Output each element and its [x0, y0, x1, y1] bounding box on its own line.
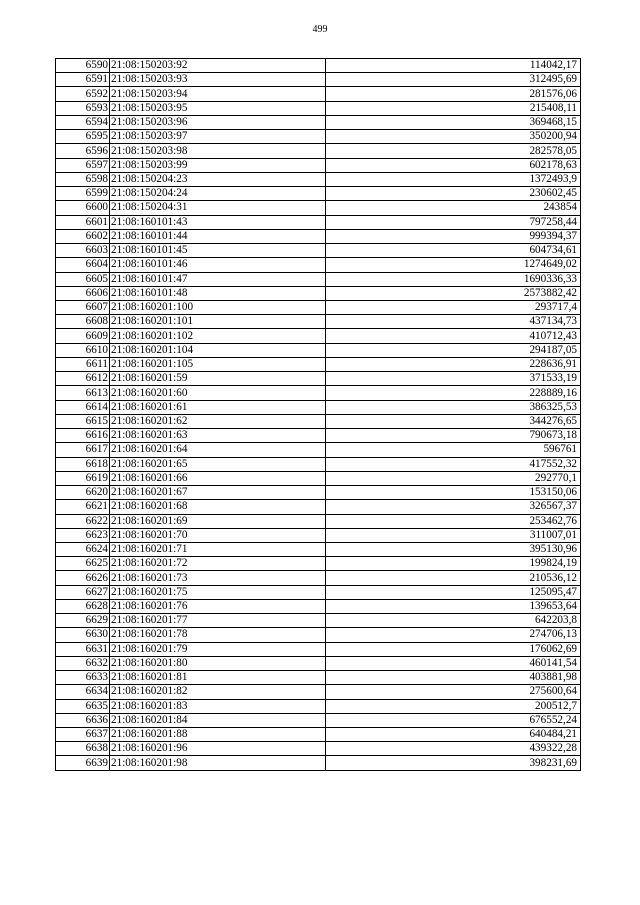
- value-cell: 282578,05: [326, 144, 581, 158]
- table-row: [56, 599, 581, 613]
- cadastral-number-cell: 21:08:160201:69: [110, 514, 326, 528]
- cadastral-number-cell: 21:08:150203:97: [110, 130, 326, 144]
- table-row: [56, 101, 581, 115]
- value-cell: 369468,15: [326, 115, 581, 129]
- cadastral-number-cell: 21:08:160201:96: [110, 742, 326, 756]
- table-row: [56, 514, 581, 528]
- cadastral-number-cell: 21:08:160201:102: [110, 329, 326, 343]
- cadastral-number-cell: 21:08:150203:98: [110, 144, 326, 158]
- value-cell: 200512,7: [326, 699, 581, 713]
- cadastral-number-cell: 21:08:160201:72: [110, 557, 326, 571]
- table-row: [56, 471, 581, 485]
- cadastral-number-cell: 21:08:150203:92: [110, 59, 326, 73]
- cadastral-number-cell: 21:08:150203:93: [110, 73, 326, 87]
- row-number-cell: 6611: [56, 357, 110, 371]
- value-cell: 1690336,33: [326, 272, 581, 286]
- row-number-cell: 6595: [56, 130, 110, 144]
- cadastral-number-cell: 21:08:160201:80: [110, 656, 326, 670]
- row-number-cell: 6627: [56, 585, 110, 599]
- row-number-cell: 6622: [56, 514, 110, 528]
- value-cell: 797258,44: [326, 215, 581, 229]
- cadastral-number-cell: 21:08:150203:95: [110, 101, 326, 115]
- value-cell: 398231,69: [326, 756, 581, 770]
- table-row: [56, 201, 581, 215]
- value-cell: 228636,91: [326, 357, 581, 371]
- cadastral-number-cell: 21:08:160201:98: [110, 756, 326, 770]
- table-row: [56, 343, 581, 357]
- table-row: [56, 671, 581, 685]
- table-row: [56, 244, 581, 258]
- value-cell: 344276,65: [326, 414, 581, 428]
- value-cell: 642203,8: [326, 614, 581, 628]
- table-row: [56, 457, 581, 471]
- value-cell: 311007,01: [326, 528, 581, 542]
- row-number-cell: 6597: [56, 158, 110, 172]
- table-row: [56, 300, 581, 314]
- table-row: [56, 414, 581, 428]
- value-cell: 243854: [326, 201, 581, 215]
- cadastral-number-cell: 21:08:160201:63: [110, 429, 326, 443]
- table-row: [56, 713, 581, 727]
- row-number-cell: 6594: [56, 115, 110, 129]
- row-number-cell: 6609: [56, 329, 110, 343]
- row-number-cell: 6621: [56, 500, 110, 514]
- cadastral-number-cell: 21:08:150204:23: [110, 172, 326, 186]
- value-cell: 395130,96: [326, 542, 581, 556]
- row-number-cell: 6598: [56, 172, 110, 186]
- row-number-cell: 6605: [56, 272, 110, 286]
- cadastral-number-cell: 21:08:150203:99: [110, 158, 326, 172]
- row-number-cell: 6625: [56, 557, 110, 571]
- value-cell: 386325,53: [326, 400, 581, 414]
- cadastral-number-cell: 21:08:150203:96: [110, 115, 326, 129]
- row-number-cell: 6629: [56, 614, 110, 628]
- value-cell: 176062,69: [326, 642, 581, 656]
- row-number-cell: 6620: [56, 486, 110, 500]
- value-cell: 2573882,42: [326, 286, 581, 300]
- value-cell: 228889,16: [326, 386, 581, 400]
- cadastral-number-cell: 21:08:160101:45: [110, 244, 326, 258]
- row-number-cell: 6636: [56, 713, 110, 727]
- row-number-cell: 6615: [56, 414, 110, 428]
- value-cell: 350200,94: [326, 130, 581, 144]
- value-cell: 326567,37: [326, 500, 581, 514]
- row-number-cell: 6606: [56, 286, 110, 300]
- table-row: [56, 286, 581, 300]
- cadastral-number-cell: 21:08:160101:47: [110, 272, 326, 286]
- value-cell: 640484,21: [326, 728, 581, 742]
- value-cell: 125095,47: [326, 585, 581, 599]
- value-cell: 292770,1: [326, 471, 581, 485]
- table-row: [56, 400, 581, 414]
- row-number-cell: 6599: [56, 187, 110, 201]
- value-cell: 275600,64: [326, 685, 581, 699]
- table-row: [56, 542, 581, 556]
- table-row: [56, 728, 581, 742]
- value-cell: 371533,19: [326, 372, 581, 386]
- table-row: [56, 372, 581, 386]
- cadastral-number-cell: 21:08:160101:44: [110, 229, 326, 243]
- table-row: [56, 144, 581, 158]
- cadastral-number-cell: 21:08:160101:48: [110, 286, 326, 300]
- value-cell: 274706,13: [326, 628, 581, 642]
- value-cell: 417552,32: [326, 457, 581, 471]
- value-cell: 596761: [326, 443, 581, 457]
- value-cell: 403881,98: [326, 671, 581, 685]
- cadastral-number-cell: 21:08:160201:104: [110, 343, 326, 357]
- value-cell: 437134,73: [326, 315, 581, 329]
- table-row: [56, 486, 581, 500]
- cadastral-number-cell: 21:08:160201:73: [110, 571, 326, 585]
- table-row: [56, 59, 581, 73]
- value-cell: 253462,76: [326, 514, 581, 528]
- value-cell: 153150,06: [326, 486, 581, 500]
- table-row: [56, 429, 581, 443]
- row-number-cell: 6617: [56, 443, 110, 457]
- value-cell: 1274649,02: [326, 258, 581, 272]
- row-number-cell: 6600: [56, 201, 110, 215]
- cadastral-number-cell: 21:08:160201:84: [110, 713, 326, 727]
- cadastral-number-cell: 21:08:160201:64: [110, 443, 326, 457]
- cadastral-number-cell: 21:08:160101:46: [110, 258, 326, 272]
- row-number-cell: 6596: [56, 144, 110, 158]
- table-row: [56, 215, 581, 229]
- cadastral-number-cell: 21:08:160201:61: [110, 400, 326, 414]
- value-cell: 676552,24: [326, 713, 581, 727]
- row-number-cell: 6607: [56, 300, 110, 314]
- table-row: [56, 87, 581, 101]
- value-cell: 230602,45: [326, 187, 581, 201]
- cadastral-number-cell: 21:08:160201:82: [110, 685, 326, 699]
- value-cell: 439322,28: [326, 742, 581, 756]
- page-number: 499: [312, 24, 328, 35]
- table-row: [56, 571, 581, 585]
- table-row: [56, 557, 581, 571]
- cadastral-number-cell: 21:08:160201:101: [110, 315, 326, 329]
- cadastral-number-cell: 21:08:160201:65: [110, 457, 326, 471]
- value-cell: 293717,4: [326, 300, 581, 314]
- row-number-cell: 6619: [56, 471, 110, 485]
- row-number-cell: 6593: [56, 101, 110, 115]
- table-row: [56, 229, 581, 243]
- cadastral-number-cell: 21:08:160201:60: [110, 386, 326, 400]
- row-number-cell: 6631: [56, 642, 110, 656]
- row-number-cell: 6637: [56, 728, 110, 742]
- table-row: [56, 642, 581, 656]
- value-cell: 114042,17: [326, 59, 581, 73]
- row-number-cell: 6635: [56, 699, 110, 713]
- cadastral-number-cell: 21:08:160201:59: [110, 372, 326, 386]
- table-row: [56, 528, 581, 542]
- row-number-cell: 6601: [56, 215, 110, 229]
- table-row: [56, 614, 581, 628]
- row-number-cell: 6603: [56, 244, 110, 258]
- value-cell: 139653,64: [326, 599, 581, 613]
- table-row: [56, 187, 581, 201]
- row-number-cell: 6613: [56, 386, 110, 400]
- row-number-cell: 6610: [56, 343, 110, 357]
- row-number-cell: 6602: [56, 229, 110, 243]
- row-number-cell: 6616: [56, 429, 110, 443]
- row-number-cell: 6590: [56, 59, 110, 73]
- row-number-cell: 6614: [56, 400, 110, 414]
- cadastral-number-cell: 21:08:160201:78: [110, 628, 326, 642]
- value-cell: 281576,06: [326, 87, 581, 101]
- table-row: [56, 158, 581, 172]
- table-row: [56, 172, 581, 186]
- value-cell: 199824,19: [326, 557, 581, 571]
- row-number-cell: 6626: [56, 571, 110, 585]
- table-row: [56, 756, 581, 770]
- row-number-cell: 6628: [56, 599, 110, 613]
- cadastral-number-cell: 21:08:150203:94: [110, 87, 326, 101]
- table-row: [56, 130, 581, 144]
- table-row: [56, 357, 581, 371]
- value-cell: 999394,37: [326, 229, 581, 243]
- table-row: [56, 699, 581, 713]
- table-row: [56, 315, 581, 329]
- row-number-cell: 6638: [56, 742, 110, 756]
- table-row: [56, 742, 581, 756]
- cadastral-number-cell: 21:08:160201:100: [110, 300, 326, 314]
- value-cell: 294187,05: [326, 343, 581, 357]
- cadastral-number-cell: 21:08:160201:81: [110, 671, 326, 685]
- cadastral-number-cell: 21:08:160201:105: [110, 357, 326, 371]
- cadastral-number-cell: 21:08:160201:76: [110, 599, 326, 613]
- row-number-cell: 6630: [56, 628, 110, 642]
- table-body: [56, 59, 581, 771]
- table-row: [56, 272, 581, 286]
- row-number-cell: 6632: [56, 656, 110, 670]
- table-row: [56, 585, 581, 599]
- value-cell: 460141,54: [326, 656, 581, 670]
- row-number-cell: 6634: [56, 685, 110, 699]
- value-cell: 1372493,9: [326, 172, 581, 186]
- cadastral-number-cell: 21:08:150204:31: [110, 201, 326, 215]
- cadastral-number-cell: 21:08:160201:68: [110, 500, 326, 514]
- table-row: [56, 258, 581, 272]
- value-cell: 215408,11: [326, 101, 581, 115]
- table-row: [56, 329, 581, 343]
- cadastral-number-cell: 21:08:160201:71: [110, 542, 326, 556]
- cadastral-number-cell: 21:08:160201:62: [110, 414, 326, 428]
- cadastral-number-cell: 21:08:160201:70: [110, 528, 326, 542]
- value-cell: 790673,18: [326, 429, 581, 443]
- row-number-cell: 6618: [56, 457, 110, 471]
- table-row: [56, 628, 581, 642]
- table-row: [56, 656, 581, 670]
- value-cell: 312495,69: [326, 73, 581, 87]
- row-number-cell: 6608: [56, 315, 110, 329]
- row-number-cell: 6592: [56, 87, 110, 101]
- cadastral-number-cell: 21:08:160201:79: [110, 642, 326, 656]
- cadastral-number-cell: 21:08:160101:43: [110, 215, 326, 229]
- table-row: [56, 500, 581, 514]
- row-number-cell: 6639: [56, 756, 110, 770]
- value-cell: 410712,43: [326, 329, 581, 343]
- cadastral-number-cell: 21:08:160201:75: [110, 585, 326, 599]
- data-table: [55, 58, 581, 771]
- table-row: [56, 73, 581, 87]
- cadastral-number-cell: 21:08:160201:83: [110, 699, 326, 713]
- value-cell: 604734,61: [326, 244, 581, 258]
- row-number-cell: 6612: [56, 372, 110, 386]
- row-number-cell: 6633: [56, 671, 110, 685]
- value-cell: 210536,12: [326, 571, 581, 585]
- row-number-cell: 6591: [56, 73, 110, 87]
- row-number-cell: 6604: [56, 258, 110, 272]
- cadastral-number-cell: 21:08:160201:88: [110, 728, 326, 742]
- value-cell: 602178,63: [326, 158, 581, 172]
- cadastral-number-cell: 21:08:160201:66: [110, 471, 326, 485]
- table-row: [56, 386, 581, 400]
- table-row: [56, 443, 581, 457]
- row-number-cell: 6624: [56, 542, 110, 556]
- row-number-cell: 6623: [56, 528, 110, 542]
- cadastral-number-cell: 21:08:160201:67: [110, 486, 326, 500]
- cadastral-number-cell: 21:08:160201:77: [110, 614, 326, 628]
- table-row: [56, 115, 581, 129]
- cadastral-number-cell: 21:08:150204:24: [110, 187, 326, 201]
- table-row: [56, 685, 581, 699]
